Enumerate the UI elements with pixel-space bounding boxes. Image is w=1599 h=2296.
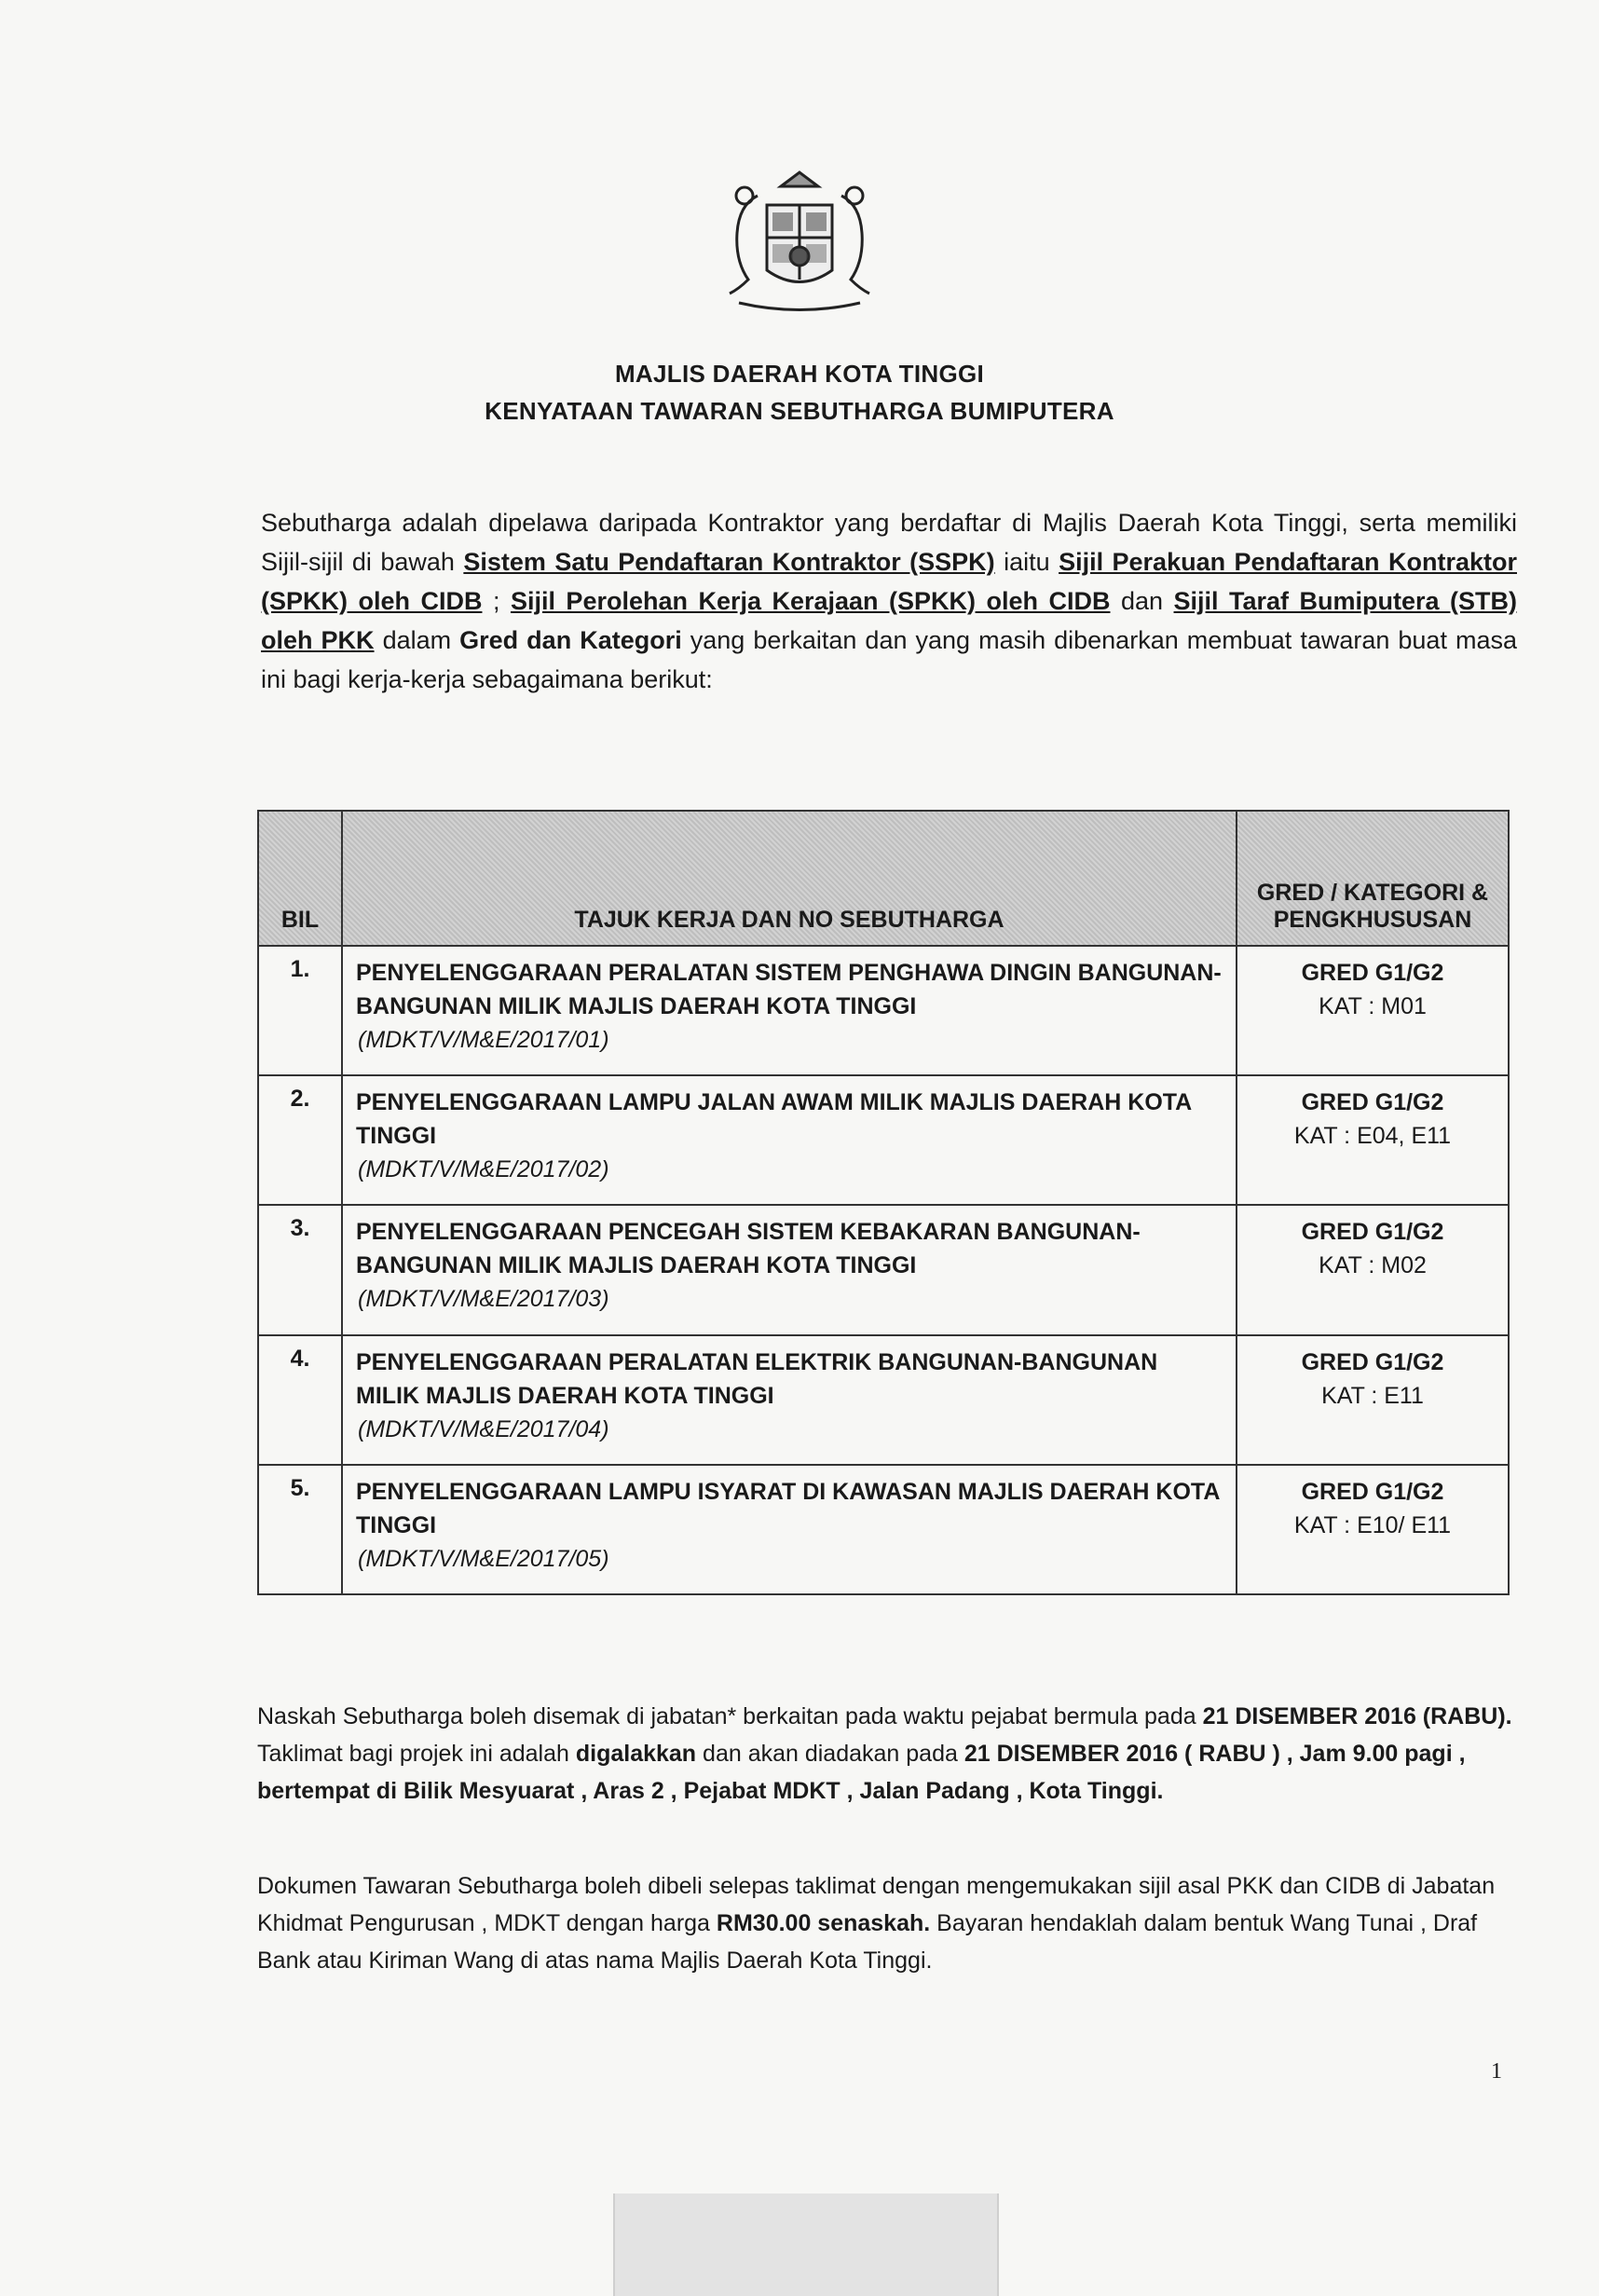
work-title-cell (342, 1465, 1237, 1594)
document-title: KENYATAAN TAWARAN SEBUTHARGA BUMIPUTERA (485, 397, 1114, 425)
purchase-paragraph: Dokumen Tawaran Sebutharga boleh dibeli selepas taklimat dengan mengemukakan sijil asal PKK dan CIDB di Jabatan Khidmat Pengurusan , MDKT dengan harga RM30.00 senaskah. Bayaran hendaklah dalam bentuk Wang Tunai , Draf Bank atau Kiriman Wang di atas nama Majlis Daerah Kota Tinggi. (257, 1873, 1496, 1974)
tender-reference: (MDKT/V/M&E/2017/01) (358, 1027, 609, 1053)
header-bil: BIL (258, 811, 342, 946)
work-title-cell (342, 1205, 1237, 1334)
table-header-row (258, 811, 1509, 946)
coat-of-arms-logo (702, 168, 897, 317)
row-number: 2. (258, 1075, 342, 1205)
work-title-cell (342, 1335, 1237, 1465)
grade-cell (1237, 946, 1509, 1075)
grade: GRED G1/G2 (1301, 1348, 1444, 1375)
grade: GRED G1/G2 (1301, 1219, 1444, 1246)
grade-cell (1237, 1075, 1509, 1205)
table-row (258, 946, 1509, 1075)
row-number: 1. (258, 946, 342, 1075)
work-title-cell (342, 946, 1237, 1075)
grade-cell (1237, 1205, 1509, 1334)
tender-reference: (MDKT/V/M&E/2017/03) (358, 1286, 609, 1313)
category: KAT : E10/ E11 (1293, 1511, 1452, 1538)
organization-name: MAJLIS DAERAH KOTA TINGGI (614, 360, 985, 388)
category: KAT : E11 (1321, 1382, 1424, 1409)
work-title: PENYELENGGARAAN PERALATAN ELEKTRIK BANGUNAN-BANGUNAN MILIK MAJLIS DAERAH KOTA TINGGI (356, 1348, 1158, 1409)
tender-reference: (MDKT/V/M&E/2017/02) (358, 1156, 609, 1183)
grade-cell (1237, 1335, 1509, 1465)
grade: GRED G1/G2 (1301, 1478, 1444, 1505)
scan-bleed-image (613, 2194, 999, 2296)
grade: GRED G1/G2 (1301, 960, 1444, 986)
page-number: 1 (1491, 2059, 1502, 2084)
table-row (258, 1075, 1509, 1205)
header-tajuk: TAJUK KERJA DAN NO SEBUTHARGA (342, 811, 1237, 946)
row-number: 4. (258, 1335, 342, 1465)
row-number: 3. (258, 1205, 342, 1334)
grade-cell (1237, 1465, 1509, 1594)
work-title: PENYELENGGARAAN PENCEGAH SISTEM KEBAKARAN BANGUNAN-BANGUNAN MILIK MAJLIS DAERAH KOTA TINGGI (356, 1219, 1141, 1279)
row-number: 5. (258, 1465, 342, 1594)
tender-reference: (MDKT/V/M&E/2017/04) (358, 1415, 609, 1442)
work-title: PENYELENGGARAAN LAMPU JALAN AWAM MILIK MAJLIS DAERAH KOTA TINGGI (356, 1089, 1192, 1150)
tender-table (257, 810, 1510, 1595)
work-title: PENYELENGGARAAN PERALATAN SISTEM PENGHAWA DINGIN BANGUNAN-BANGUNAN MILIK MAJLIS DAERAH KOTA TINGGI (356, 960, 1222, 1019)
work-title: PENYELENGGARAAN LAMPU ISYARAT DI KAWASAN MAJLIS DAERAH KOTA TINGGI (356, 1478, 1220, 1538)
intro-paragraph: Sebutharga adalah dipelawa daripada Kontraktor yang berdaftar di Majlis Daerah Kota Tinggi, serta memiliki Sijil-sijil di bawah Sistem Satu Pendaftaran Kontraktor (SSPK) iaitu Sijil Perakuan Pendaftaran Kontraktor (SPKK) oleh CIDB ; Sijil Perolehan Kerja Kerajaan (SPKK) oleh CIDB dan Sijil Taraf Bumiputera (STB) oleh PKK dalam Gred dan Kategori yang berkaitan dan yang masih dibenarkan membuat tawaran buat masa ini bagi kerja-kerja sebagaimana berikut: (261, 509, 1517, 693)
category: KAT : E04, E11 (1293, 1123, 1452, 1150)
category: KAT : M01 (1319, 993, 1427, 1019)
tender-reference: (MDKT/V/M&E/2017/05) (358, 1545, 609, 1572)
category: KAT : M02 (1319, 1252, 1427, 1279)
header-gred: GRED / KATEGORI & PENGKHUSUSAN (1237, 811, 1509, 946)
inspection-briefing-paragraph: Naskah Sebutharga boleh disemak di jabatan* berkaitan pada waktu pejabat bermula pada 21 DISEMBER 2016 (RABU). Taklimat bagi projek ini adalah digalakkan dan akan diadakan pada 21 DISEMBER 2016 ( RABU ) , Jam 9.00 pagi , bertempat di Bilik Mesyuarat , Aras 2 , Pejabat MDKT , Jalan Padang , Kota Tinggi. (257, 1703, 1512, 1804)
table-row (258, 1335, 1509, 1465)
table-row (258, 1205, 1509, 1334)
work-title-cell (342, 1075, 1237, 1205)
table-row (258, 1465, 1509, 1594)
grade: GRED G1/G2 (1301, 1089, 1444, 1116)
